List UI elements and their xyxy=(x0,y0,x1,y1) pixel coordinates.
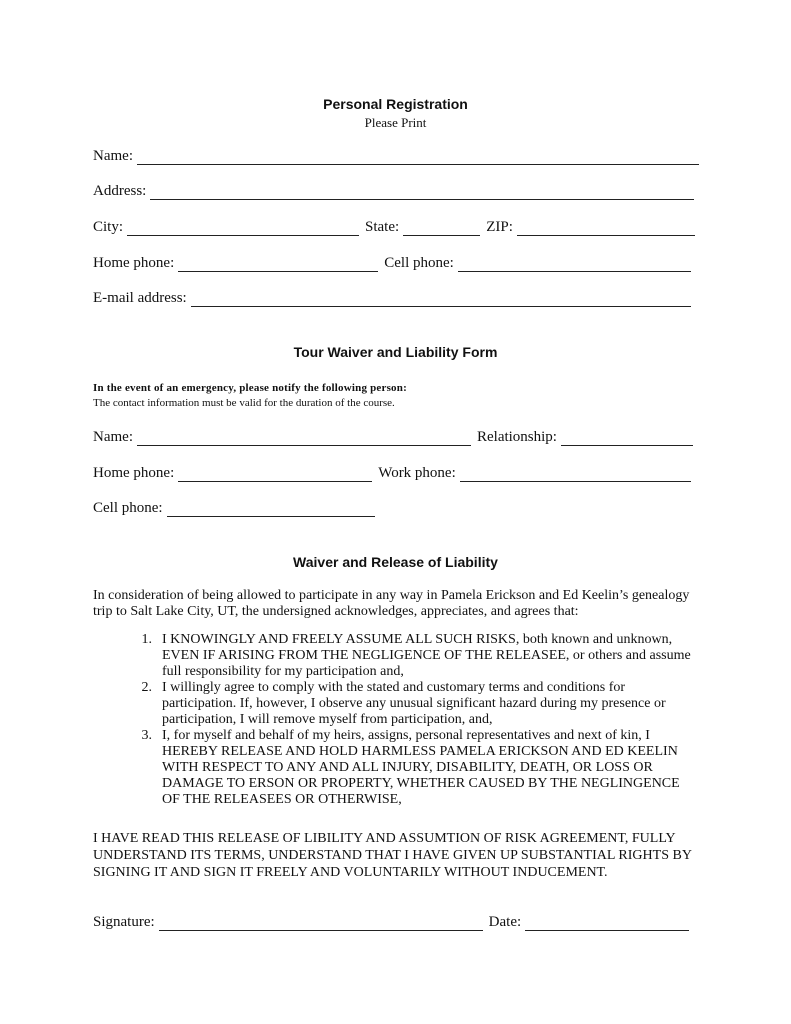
release-term-number: 3. xyxy=(141,728,152,743)
emergency-cell-row xyxy=(93,497,375,517)
emergency-home-phone-field[interactable] xyxy=(178,466,372,482)
cell-phone-field[interactable] xyxy=(458,256,691,272)
release-title: Waiver and Release of Liability xyxy=(293,554,498,570)
date-label: Date: xyxy=(488,914,522,930)
home-phone-label: Home phone: xyxy=(93,255,175,271)
address-label: Address: xyxy=(93,183,147,199)
email-row xyxy=(93,287,691,307)
release-acknowledgement: I HAVE READ THIS RELEASE OF LIBILITY AND ASSUMTION OF RISK AGREEMENT, FULLY UNDERSTAND ITS TERMS, UNDERSTAND THAT I HAVE GIVEN UP SUBSTANTIAL RIGHTS BY SIGNING IT AND SIGN IT FREELY AND VOLUNTARILY WITHOUT INDUCEMENT. xyxy=(93,831,692,880)
waiver-form-title: Tour Waiver and Liability Form xyxy=(293,344,498,360)
signature-row xyxy=(93,911,689,931)
zip-label: ZIP: xyxy=(486,219,513,235)
emergency-note: The contact information must be valid for the duration of the course. xyxy=(93,397,395,409)
home-phone-field[interactable] xyxy=(178,256,378,272)
release-term-item xyxy=(120,632,700,680)
email-label: E-mail address: xyxy=(93,290,187,306)
release-term-item xyxy=(120,680,700,728)
release-term-text: I willingly agree to comply with the stated and customary terms and conditions for participation. If, however, I observe any unusual significant hazard during my presence or participation, I will remove myself from participation, and, xyxy=(162,680,666,727)
state-label: State: xyxy=(365,219,400,235)
release-term-text: I, for myself and behalf of my heirs, assigns, personal representatives and next of kin, I HEREBY RELEASE AND HOLD HARMLESS PAMELA ERICKSON AND ED KEELIN WITH RESPECT TO ANY AND ALL INJURY, DISABILITY, DEATH, OR LOSS OR DAMAGE TO ERSON OR PROPERTY, WHETHER CAUSED BY THE NEGLINGENCE OF THE RELEASEES OR OTHERWISE, xyxy=(162,728,680,807)
release-term-number: 1. xyxy=(141,632,152,647)
emergency-heading: In the event of an emergency, please notify the following person: xyxy=(93,382,407,394)
name-field[interactable] xyxy=(137,149,699,165)
emergency-name-row xyxy=(93,426,693,446)
emergency-home-phone-label: Home phone: xyxy=(93,465,175,481)
work-phone-field[interactable] xyxy=(460,466,691,482)
emergency-cell-phone-field[interactable] xyxy=(167,501,375,517)
emergency-cell-phone-label: Cell phone: xyxy=(93,500,163,516)
city-label: City: xyxy=(93,219,124,235)
city-field[interactable] xyxy=(127,220,359,236)
release-terms-list xyxy=(120,632,700,808)
relationship-label: Relationship: xyxy=(476,429,557,445)
signature-field[interactable] xyxy=(159,915,483,931)
release-intro: In consideration of being allowed to participate in any way in Pamela Erickson and Ed Keelin’s genealogy trip to Salt Lake City, UT, the undersigned acknowledges, appreciates, and agrees that: xyxy=(93,588,690,619)
address-row xyxy=(93,180,694,200)
work-phone-label: Work phone: xyxy=(378,465,456,481)
city-state-zip-row xyxy=(93,216,695,236)
release-term-number: 2. xyxy=(141,680,152,695)
registration-title: Personal Registration xyxy=(323,96,468,112)
name-label: Name: xyxy=(93,148,133,164)
email-field[interactable] xyxy=(191,291,691,307)
cell-phone-label: Cell phone: xyxy=(384,255,454,271)
release-term-item xyxy=(120,728,700,808)
emergency-name-label: Name: xyxy=(93,429,133,445)
registration-subtitle: Please Print xyxy=(364,115,427,130)
date-field[interactable] xyxy=(525,915,689,931)
address-field[interactable] xyxy=(150,184,694,200)
emergency-phone-row xyxy=(93,462,691,482)
relationship-field[interactable] xyxy=(561,430,693,446)
emergency-name-field[interactable] xyxy=(137,430,471,446)
state-field[interactable] xyxy=(403,220,480,236)
signature-label: Signature: xyxy=(93,914,155,930)
zip-field[interactable] xyxy=(517,220,695,236)
phone-row xyxy=(93,252,691,272)
release-term-text: I KNOWINGLY AND FREELY ASSUME ALL SUCH RISKS, both known and unknown, EVEN IF ARISING FROM THE NEGLIGENCE OF THE RELEASEE, or others and assume full responsibility for my participation and, xyxy=(162,632,691,679)
name-row xyxy=(93,145,699,165)
